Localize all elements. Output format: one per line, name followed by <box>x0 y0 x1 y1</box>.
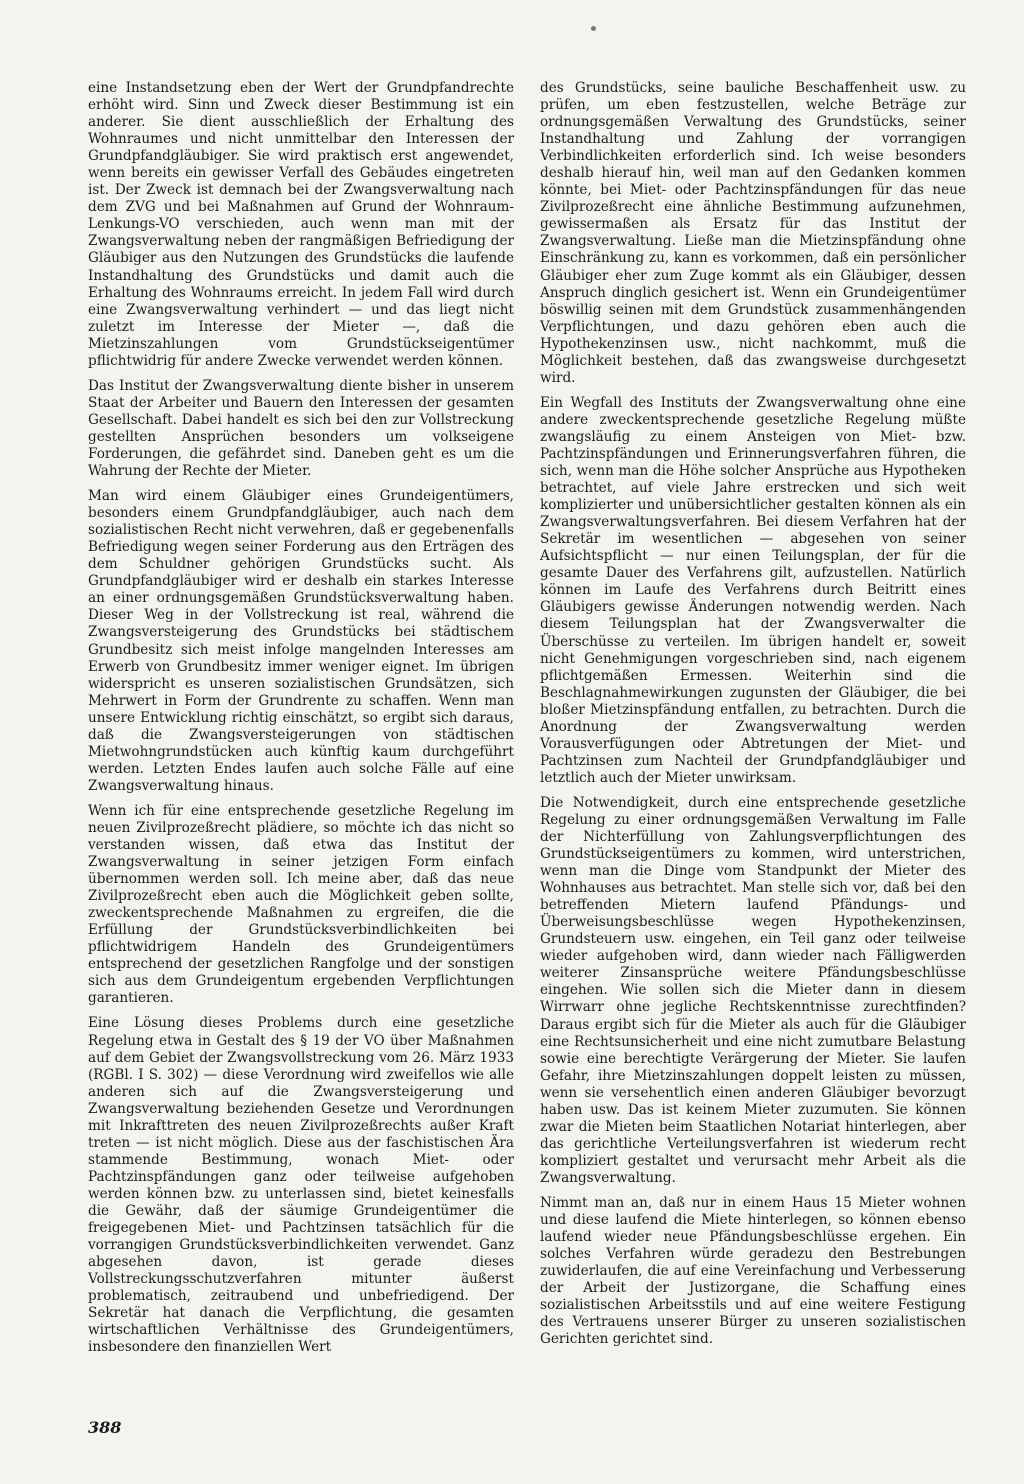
right-column <box>540 80 966 1356</box>
paragraph: Nimmt man an, daß nur in einem Haus 15 Mieter wohnen und diese laufend die Miete hinterlegen, so können ebenso laufend wieder neue Pfändungsbeschlüsse ergehen. Ein solches Verfahren würde geradezu den Bestrebungen zuwiderlaufen, die auf eine Vereinfachung und Verbesserung der Arbeit der Justizorgane, die Schaffung eines sozialistischen Arbeitsstils und auf eine weitere Festigung des Vertrauens unserer Bürger zu unseren sozialistischen Gerichten gerichtet sind. <box>540 1195 966 1348</box>
page-number: 388 <box>88 1418 122 1437</box>
paragraph: Man wird einem Gläubiger eines Grundeigentümers, besonders einem Grundpfandgläubiger, auch nach dem sozialistischen Recht nicht verwehren, daß er gegebenenfalls Befriedigung wegen seiner Forderung aus den Erträgen des dem Schuldner gehörigen Grundstücks sucht. Als Grundpfandgläubiger wird er deshalb ein starkes Interesse an einer ordnungsgemäßen Grundstücksverwaltung haben. Dieser Weg in der Vollstreckung ist real, während die Zwangsversteigerung des Grundstücks bei städtischem Grundbesitz sich meist infolge mangelnden Interesses am Erwerb von Grundbesitz immer weniger eignet. Im übrigen widerspricht es unseren sozialistischen Grundsätzen, sich Mehrwert in Form der Grundrente zu schaffen. Wenn man unsere Entwicklung richtig einschätzt, so ergibt sich daraus, daß die Zwangsversteigerungen von städtischen Mietwohngrundstücken auch künftig kaum durchgeführt werden. Letzten Endes laufen auch solche Fälle auf eine Zwangsverwaltung hinaus. <box>88 488 514 794</box>
paragraph: Wenn ich für eine entsprechende gesetzliche Regelung im neuen Zivilprozeßrecht plädiere, so möchte ich das nicht so verstanden wissen, daß etwa das Institut der Zwangsverwaltung in seiner jetzigen Form einfach übernommen werden soll. Ich meine aber, daß das neue Zivilprozeßrecht eben auch die Möglichkeit geben sollte, zweckentsprechende Maßnahmen zu ergreifen, die die Erfüllung der Grundstücksverbindlichkeiten bei pflichtwidrigem Handeln des Grundeigentümers entsprechend der gesetzlichen Rangfolge und der sonstigen sich aus dem Grundeigentum ergebenden Verpflichtungen garantieren. <box>88 802 514 1007</box>
print-speck <box>591 26 596 31</box>
paragraph: eine Instandsetzung eben der Wert der Grundpfandrechte erhöht wird. Sinn und Zweck dieser Bestimmung ist ein anderer. Sie dient ausschließlich der Erhaltung des Wohnraumes und nicht unmittelbar den Interessen der Grundpfandgläubiger. Sie wird praktisch erst angewendet, wenn bereits ein gewisser Verfall des Gebäudes eingetreten ist. Der Zweck ist demnach bei der Zwangsverwaltung nach dem ZVG und bei Maßnahmen auf Grund der Wohnraum-Lenkungs-VO verschieden, auch wenn man mit der Zwangsverwaltung neben der rangmäßigen Befriedigung der Gläubiger aus den Nutzungen des Grundstücks die laufende Instandhaltung des Grundstücks und damit auch die Erhaltung des Wohnraums erreicht. In jedem Fall wird durch eine Zwangsverwaltung verhindert — und das liegt nicht zuletzt im Interesse der Mieter —, daß die Mietzinszahlungen vom Grundstückseigentümer pflichtwidrig für andere Zwecke verwendet werden können. <box>88 80 514 369</box>
paragraph: Die Notwendigkeit, durch eine entsprechende gesetzliche Regelung zu einer ordnungsgemäßen Verwaltung im Falle der Nichterfüllung von Zahlungsverpflichtungen des Grundstückseigentümers zu kommen, wird unterstrichen, wenn man die Dinge vom Standpunkt der Mieter des Wohnhauses aus betrachtet. Man stelle sich vor, daß bei den betreffenden Mietern laufend Pfändungs- und Überweisungsbeschlüsse wegen Hypothekenzinsen, Grundsteuern usw. eingehen, ein Teil ganz oder teilweise wieder aufgehoben wird, dann wieder nach Fälligwerden weiterer Zinsansprüche weitere Pfändungsbeschlüsse eingehen. Wie sollen sich die Mieter dann in diesem Wirrwarr ohne jegliche Rechtskenntnisse zurechtfinden? Daraus ergibt sich für die Mieter als auch für die Gläubiger eine Rechtsunsicherheit und eine nicht zumutbare Belastung sowie eine berechtigte Verärgerung der Mieter. Sie laufen Gefahr, ihre Mietzinszahlungen doppelt leisten zu müssen, wenn sie versehentlich einen anderen Gläubiger bevorzugt haben usw. Das ist keinem Mieter zuzumuten. Sie können zwar die Mieten beim Staatlichen Notariat hinterlegen, aber das gerichtliche Verteilungsverfahren ist wiederum recht kompliziert gestaltet und verursacht mehr Arbeit als die Zwangsverwaltung. <box>540 794 966 1186</box>
paragraph: Ein Wegfall des Instituts der Zwangsverwaltung ohne eine andere zweckentsprechende gesetzliche Regelung müßte zwangsläufig zu einem Ansteigen von Miet- bzw. Pachtzinspfändungen und Erinnerungsverfahren führen, die sich, wenn man die Höhe solcher Ansprüche aus Hypotheken betrachtet, auf viele Jahre erstrecken und sich weit komplizierter und unübersichtlicher gestalten können als ein Zwangsverwaltungsverfahren. Bei diesem Verfahren hat der Sekretär im wesentlichen — abgesehen von seiner Aufsichtspflicht — nur einen Teilungsplan, der für die gesamte Dauer des Verfahrens gilt, aufzustellen. Natürlich können im Laufe des Verfahrens durch Beitritt eines Gläubigers gewisse Änderungen notwendig werden. Nach diesem Teilungsplan hat der Zwangsverwalter die Überschüsse zu verteilen. Im übrigen handelt er, soweit nicht Genehmigungen vorgeschrieben sind, nach eigenem pflichtgemäßen Ermessen. Weiterhin sind die Beschlagnahmewirkungen zugunsten der Gläubiger, die bei bloßer Mietzinspfändung entfallen, zu betrachten. Durch die Anordnung der Zwangsverwaltung werden Vorausverfügungen oder Abtretungen der Miet- und Pachtzinsen zum Nachteil der Grundpfandgläubiger und letztlich auch der Mieter unwirksam. <box>540 394 966 786</box>
left-column <box>88 80 514 1364</box>
paragraph: Das Institut der Zwangsverwaltung diente bisher in unserem Staat der Arbeiter und Bauern den Interessen der gesamten Gesellschaft. Dabei handelt es sich bei den zur Vollstreckung gestellten Ansprüchen besonders um volkseigene Forderungen, die gefährdet sind. Daneben geht es um die Wahrung der Rechte der Mieter. <box>88 377 514 480</box>
paragraph: des Grundstücks, seine bauliche Beschaffenheit usw. zu prüfen, um eben festzustellen, welche Beträge zur ordnungsgemäßen Verwaltung des Grundstücks, seiner Instandhaltung und Zahlung der vorrangigen Verbindlichkeiten erforderlich sind. Ich weise besonders deshalb hierauf hin, weil man auf den Gedanken kommen könnte, bei Miet- oder Pachtzinspfändungen für das neue Zivilprozeßrecht eine ähnliche Bestimmung aufzunehmen, gewissermaßen als Ersatz für das Institut der Zwangsverwaltung. Ließe man die Mietzinspfändung ohne Einschränkung zu, kann es vorkommen, daß ein persönlicher Gläubiger eher zum Zuge kommt als ein Gläubiger, dessen Anspruch dinglich gesichert ist. Wenn ein Grundeigentümer böswillig seinen mit dem Grundstück zusammenhängenden Verpflichtungen, und dazu gehören eben auch die Hypothekenzinsen usw., nicht nachkommt, muß die Möglichkeit bestehen, daß das zwangsweise durchgesetzt wird. <box>540 80 966 386</box>
paragraph: Eine Lösung dieses Problems durch eine gesetzliche Regelung etwa in Gestalt des § 19 der VO über Maßnahmen auf dem Gebiet der Zwangsvollstreckung vom 26. März 1933 (RGBl. I S. 302) — diese Verordnung wird zweifellos wie alle anderen sich auf die Zwangsversteigerung und Zwangsverwaltung beziehenden Gesetze und Verordnungen mit Inkrafttreten des neuen Zivilprozeßrechts außer Kraft treten — ist nicht möglich. Diese aus der faschistischen Ära stammende Bestimmung, wonach Miet- oder Pachtzinspfändungen ganz oder teilweise aufgehoben werden können bzw. zu unterlassen sind, bietet keinesfalls die Gewähr, daß der säumige Grundeigentümer die freigegebenen Miet- und Pachtzinsen tatsächlich für die vorrangigen Grundstücksverbindlichkeiten verwendet. Ganz abgesehen davon, ist gerade dieses Vollstreckungsschutzverfahren mitunter äußerst problematisch, zeitraubend und unbefriedigend. Der Sekretär hat danach die Verpflichtung, die gesamten wirtschaftlichen Verhältnisse des Grundeigentümers, insbesondere den finanziellen Wert <box>88 1015 514 1356</box>
